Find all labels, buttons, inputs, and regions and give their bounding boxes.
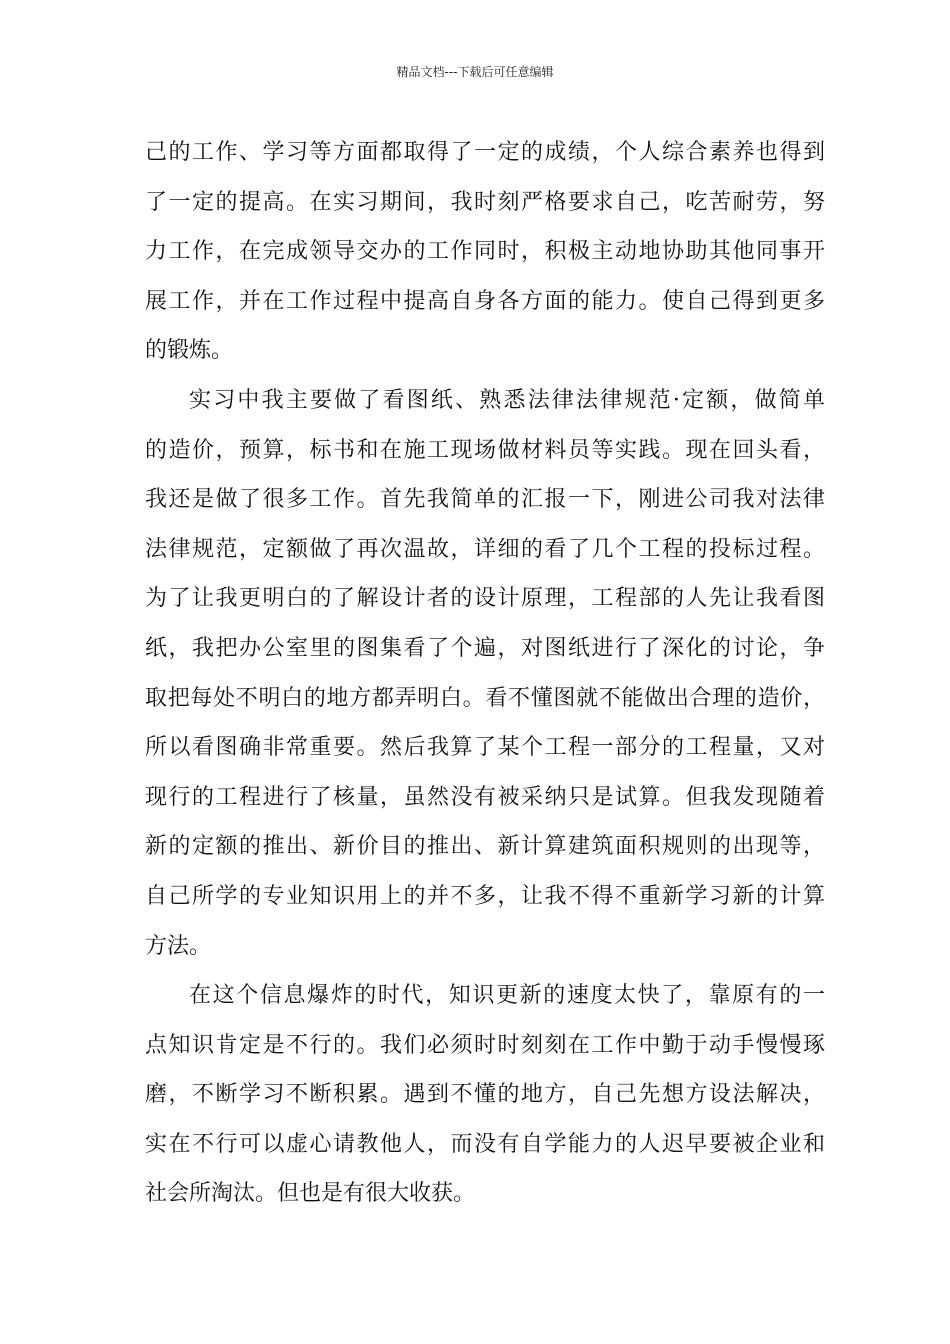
text-line: 己的工作、学习等方面都取得了一定的成绩，个人综合素养也得到 (145, 140, 825, 165)
text-line: 为了让我更明白的了解设计者的设计原理，工程部的人先让我看图 (145, 586, 825, 612)
text-line: 所以看图确非常重要。然后我算了某个工程一部分的工程量，又对 (145, 735, 825, 761)
paragraph-3 (145, 971, 825, 1219)
text-line: 实在不行可以虚心请教他人，而没有自学能力的人迟早要被企业和 (145, 1131, 825, 1157)
text-line: 现行的工程进行了核量，虽然没有被采纳只是试算。但我发现随着 (145, 784, 825, 810)
paragraph-2 (145, 376, 825, 971)
text-line: 力工作，在完成领导交办的工作同时，积极主动地协助其他同事开 (145, 239, 825, 265)
text-line: 磨，不断学习不断积累。遇到不懂的地方，自己先想方设法解决， (145, 1082, 825, 1108)
document-body (145, 128, 825, 1219)
text-line: 新的定额的推出、新价目的推出、新计算建筑面积规则的出现等， (145, 834, 825, 860)
text-line: 方法。 (145, 933, 212, 959)
text-line: 自己所学的专业知识用上的并不多，让我不得不重新学习新的计算 (145, 883, 825, 909)
text-line: 在这个信息爆炸的时代，知识更新的速度太快了，靠原有的一 (189, 983, 825, 1009)
paragraph-1 (145, 128, 825, 376)
text-line: 纸，我把办公室里的图集看了个遍，对图纸进行了深化的讨论，争 (145, 635, 825, 661)
text-line: 展工作，并在工作过程中提高自身各方面的能力。使自己得到更多 (145, 288, 825, 314)
text-line: 的锻炼。 (145, 338, 234, 364)
text-line: 我还是做了很多工作。首先我简单的汇报一下，刚进公司我对法律 (145, 487, 825, 513)
text-line: 点知识肯定是不行的。我们必须时时刻刻在工作中勤于动手慢慢琢 (145, 1032, 825, 1058)
text-line: 了一定的提高。在实习期间，我时刻严格要求自己，吃苦耐劳，努 (145, 189, 825, 215)
text-line: 实习中我主要做了看图纸、熟悉法律法律规范·定额，做简单 (189, 387, 825, 413)
text-line: 的造价，预算，标书和在施工现场做材料员等实践。现在回头看， (145, 437, 825, 463)
page-header: 精品文档---下载后可任意编辑 (396, 65, 554, 79)
text-line: 法律规范，定额做了再次温故，详细的看了几个工程的投标过程。 (145, 536, 825, 562)
text-line: 社会所淘汰。但也是有很大收获。 (145, 1181, 476, 1207)
text-line: 取把每处不明白的地方都弄明白。看不懂图就不能做出合理的造价， (145, 685, 825, 711)
